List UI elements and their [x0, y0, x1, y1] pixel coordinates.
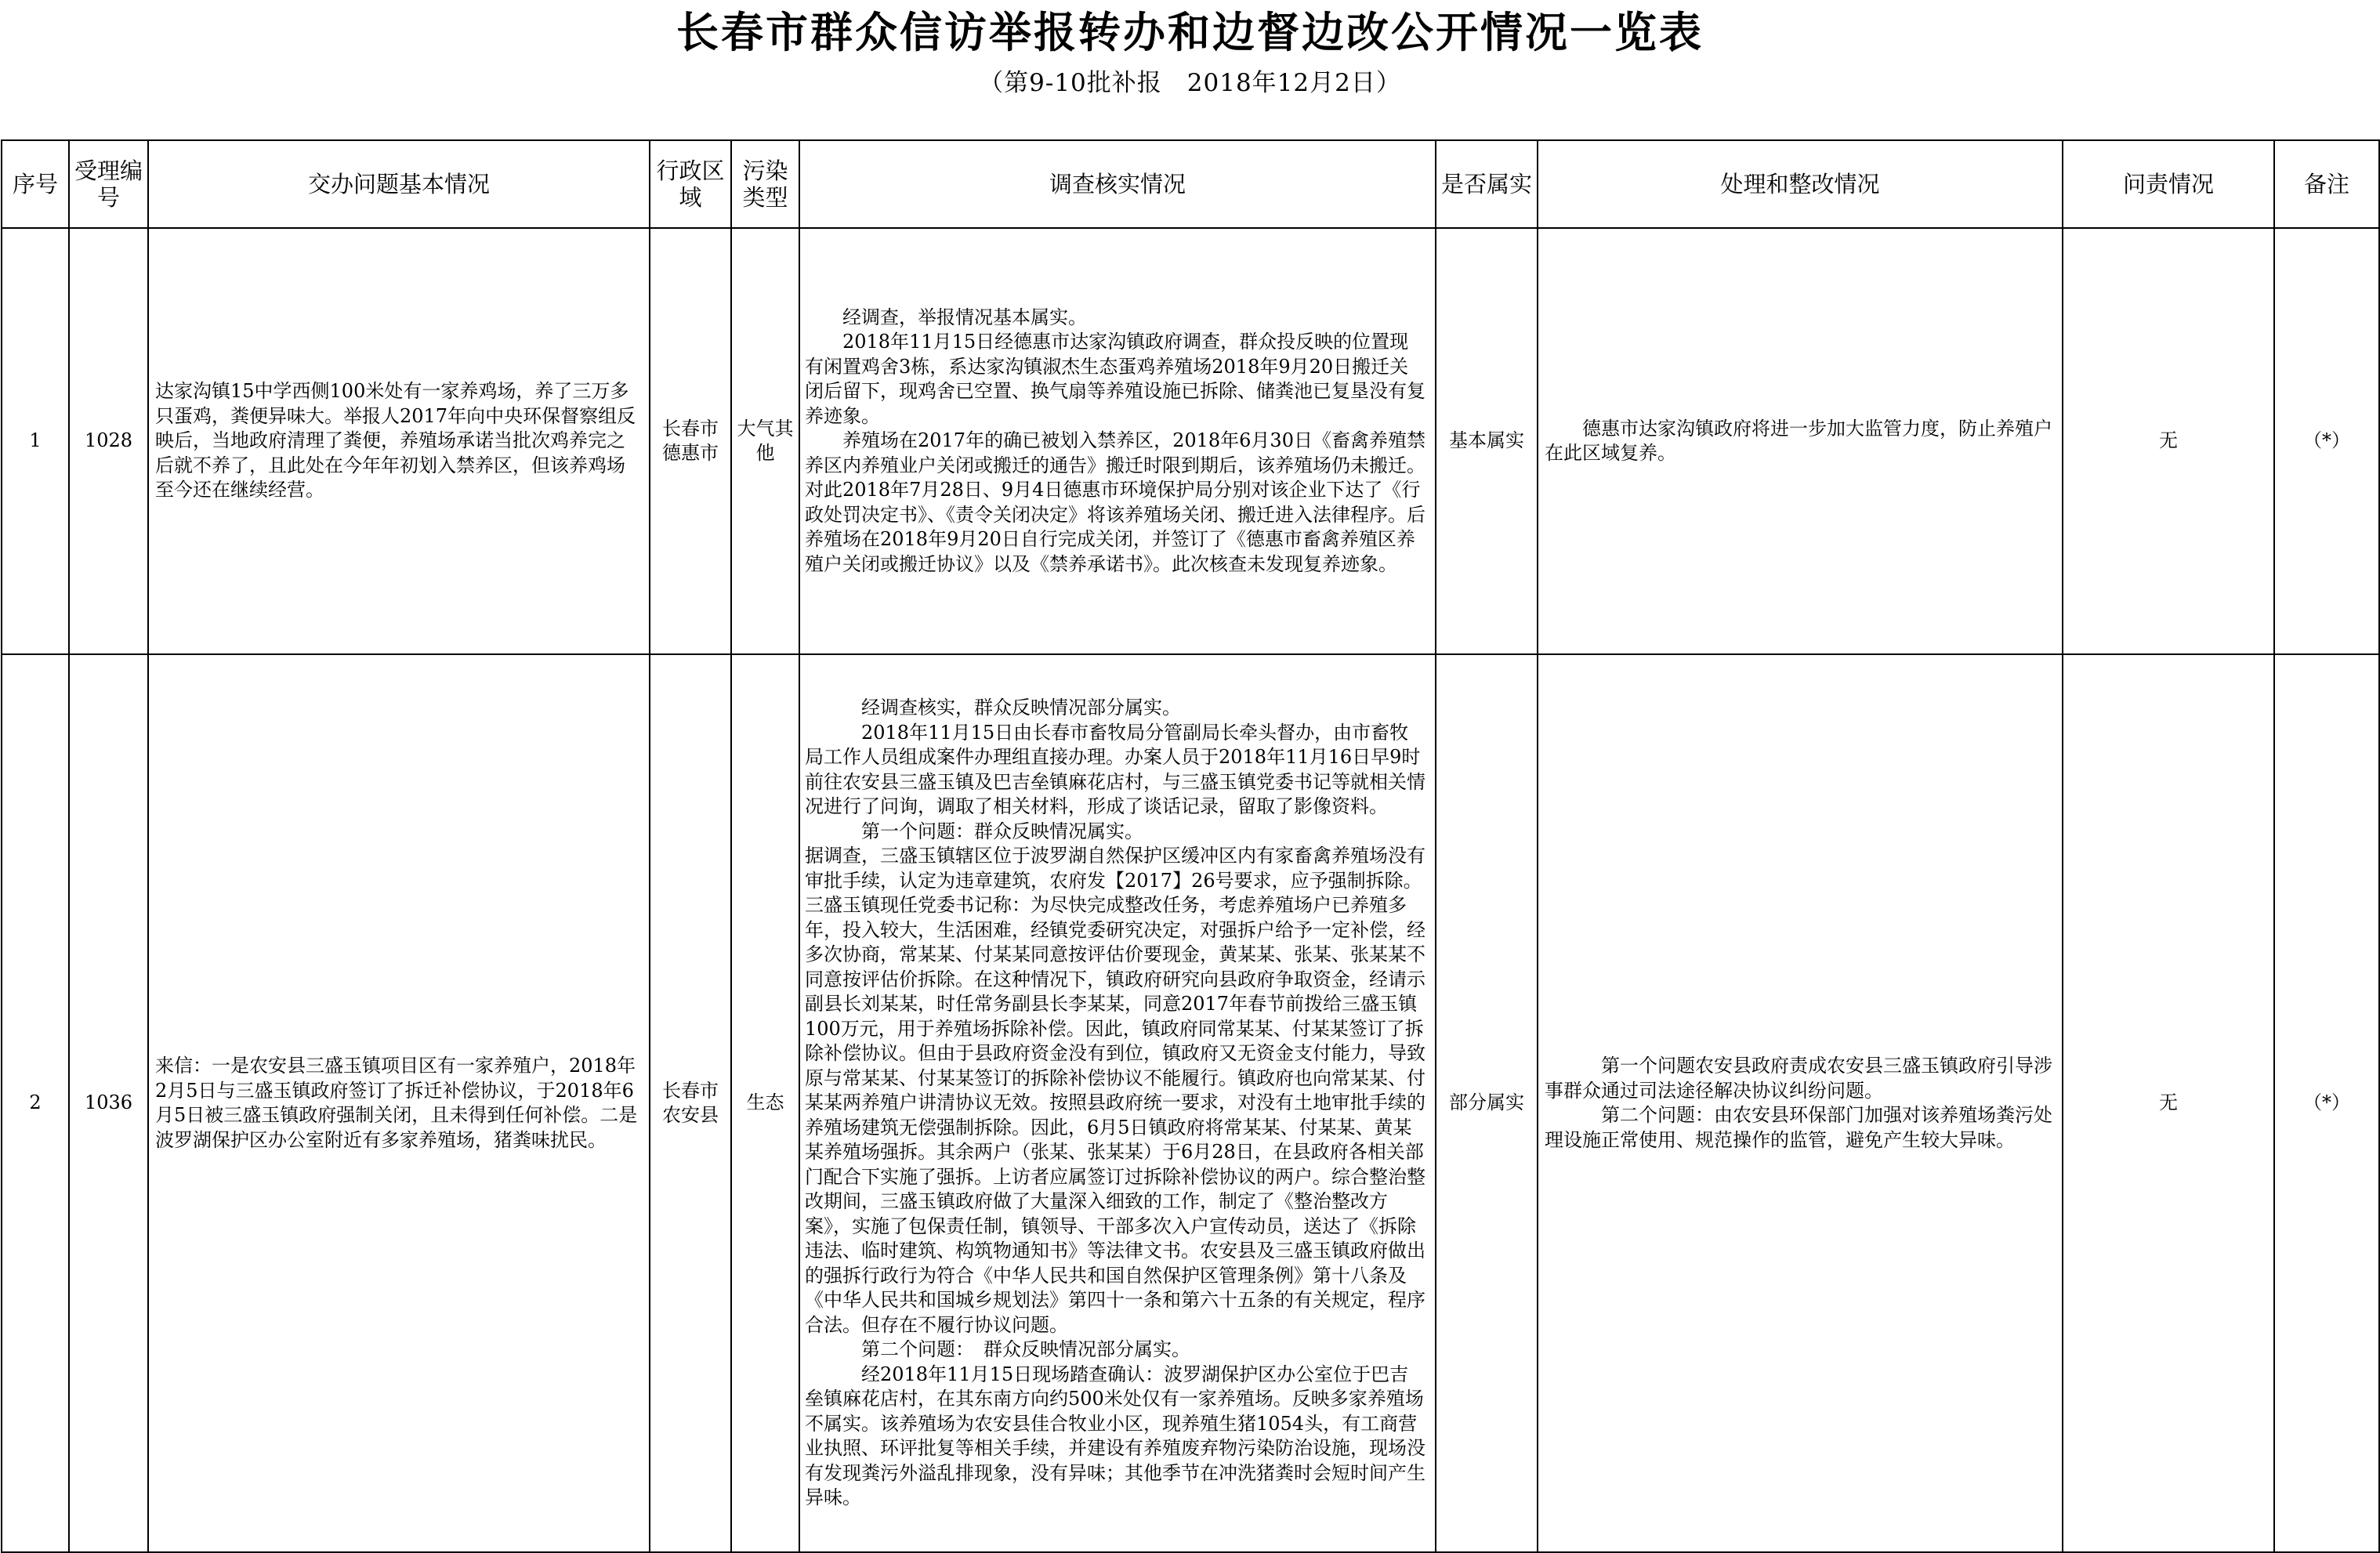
investigation-paragraph: 养殖场在2017年的确已被划入禁养区，2018年6月30日《畜禽养殖禁养区内养殖业户关闭或搬迁的通告》搬迁时限到期后，该养殖场仍未搬迁。对此2018年7月28日、9月4日德惠市环境保护局分别对该企业下达了《行政处罚决定书》、《责令关闭决定》将该养殖场关闭、搬迁进入法律程序。后养殖场在2018年9月20日自行完成关闭，并签订了《德惠市畜禽养殖区养殖户关闭或搬迁协议》以及《禁养承诺书》。此次核查未发现复养迹象。: [805, 429, 1425, 575]
investigation-paragraph: 2018年11月15日由长春市畜牧局分管副局长牵头督办，由市畜牧局工作人员组成案件办理组直接办理。办案人员于2018年11月16日早9时前往农安县三盛玉镇及巴吉垒镇麻花店村，与三盛玉镇党委书记等就相关情况进行了问询，调取了相关材料，形成了谈话记录，留取了影像资料。: [805, 721, 1425, 818]
header-issue: 交办问题基本情况: [148, 140, 650, 228]
header-case-no: 受理编号: [69, 140, 148, 228]
cell-region: 长春市德惠市: [650, 228, 731, 654]
table-row: [2, 228, 2379, 654]
investigation-paragraph: 第二个问题： 群众反映情况部分属实。: [805, 1338, 1190, 1361]
investigation-paragraph: 经调查核实，群众反映情况部分属实。: [805, 697, 1181, 719]
cell-verified: 基本属实: [1436, 228, 1538, 654]
cell-issue: 达家沟镇15中学西侧100米处有一家养鸡场，养了三万多只蛋鸡，粪便异味大。举报人2017年向中央环保督察组反映后，当地政府清理了粪便，养殖场承诺当批次鸡养完之后就不养了，且此处在今年年初划入禁养区，但该养鸡场至今还在继续经营。: [148, 228, 650, 654]
header-investigation: 调查核实情况: [799, 140, 1436, 228]
cell-case-no: 1028: [69, 228, 148, 654]
cell-investigation: [799, 654, 1436, 1552]
cell-case-no: 1036: [69, 654, 148, 1552]
page-title: 长春市群众信访举报转办和边督边改公开情况一览表: [676, 8, 1704, 57]
investigation-paragraph: 第一个问题：群众反映情况属实。: [805, 820, 1143, 842]
cell-verified: 部分属实: [1436, 654, 1538, 1552]
header-seq: 序号: [2, 140, 69, 228]
handling-paragraph: 德惠市达家沟镇政府将进一步加大监管力度，防止养殖户在此区域复养。: [1545, 417, 2052, 464]
cell-seq: 2: [2, 654, 69, 1552]
cell-accountability: 无: [2063, 654, 2274, 1552]
header-accountability: 问责情况: [2063, 140, 2274, 228]
header-pollution: 污染类型: [731, 140, 799, 228]
header-row: [2, 140, 2379, 228]
report-table: [1, 139, 2380, 1553]
cell-handling: [1538, 654, 2063, 1552]
handling-paragraph: 第一个问题农安县政府责成农安县三盛玉镇政府引导涉事群众通过司法途径解决协议纠纷问题。: [1545, 1055, 2052, 1102]
investigation-paragraph: 经调查，举报情况基本属实。: [805, 306, 1087, 328]
cell-handling: [1538, 228, 2063, 654]
cell-remarks: （*）: [2274, 228, 2379, 654]
cell-investigation: [799, 228, 1436, 654]
header-region: 行政区域: [650, 140, 731, 228]
investigation-paragraph: 经2018年11月15日现场踏查确认：波罗湖保护区办公室位于巴吉垒镇麻花店村，在其东南方向约500米处仅有一家养殖场。反映多家养殖场不属实。该养殖场为农安县佳合牧业小区，现养殖生猪1054头，有工商营业执照、环评批复等相关手续，并建设有养殖废弃物污染防治设施，现场没有发现粪污外溢乱排现象，没有异味；其他季节在冲洗猪粪时会短时间产生异味。: [805, 1363, 1425, 1509]
investigation-paragraph: 2018年11月15日经德惠市达家沟镇政府调查，群众投反映的位置现有闲置鸡舍3栋，系达家沟镇淑杰生态蛋鸡养殖场2018年9月20日搬迁关闭后留下，现鸡舍已空置、换气扇等养殖设施已拆除、储粪池已复垦没有复养迹象。: [805, 331, 1425, 427]
cell-region: 长春市农安县: [650, 654, 731, 1552]
investigation-paragraph: 据调查，三盛玉镇辖区位于波罗湖自然保护区缓冲区内有家畜禽养殖场没有审批手续，认定为违章建筑，农府发【2017】26号要求，应予强制拆除。三盛玉镇现任党委书记称：为尽快完成整改任务，考虑养殖场户已养殖多年，投入较大，生活困难，经镇党委研究决定，对强拆户给予一定补偿，经多次协商，常某某、付某某同意按评估价要现金，黄某某、张某、张某某不同意按评估价拆除。在这种情况下，镇政府研究向县政府争取资金，经请示副县长刘某某，时任常务副县长李某某，同意2017年春节前拨给三盛玉镇100万元，用于养殖场拆除补偿。因此，镇政府同常某某、付某某签订了拆除补偿协议。但由于县政府资金没有到位，镇政府又无资金支付能力，导致原与常某某、付某某签订的拆除补偿协议不能履行。镇政府也向常某某、付某某两养殖户讲清协议无效。按照县政府统一要求，对没有土地审批手续的养殖场建筑无偿强制拆除。因此，6月5日镇政府将常某某、付某某、黄某某养殖场强拆。其余两户（张某、张某某）于6月28日，在县政府各相关部门配合下实施了强拆。上访者应属签订过拆除补偿协议的两户。综合整治整改期间，三盛玉镇政府做了大量深入细致的工作，制定了《整治整改方案》，实施了包保责任制，镇领导、干部多次入户宣传动员，送达了《拆除违法、临时建筑、构筑物通知书》等法律文书。农安县及三盛玉镇政府做出的强拆行政行为符合《中华人民共和国自然保护区管理条例》第十八条及《中华人民共和国城乡规划法》第四十一条和第六十五条的有关规定，程序合法。但存在不履行协议问题。: [805, 845, 1425, 1336]
table-row: [2, 654, 2379, 1552]
cell-pollution: 大气其他: [731, 228, 799, 654]
cell-pollution: 生态: [731, 654, 799, 1552]
cell-seq: 1: [2, 228, 69, 654]
cell-accountability: 无: [2063, 228, 2274, 654]
handling-paragraph: 第二个问题：由农安县环保部门加强对该养殖场粪污处理设施正常使用、规范操作的监管，避免产生较大异味。: [1545, 1104, 2052, 1151]
cell-remarks: （*）: [2274, 654, 2379, 1552]
header-remarks: 备注: [2274, 140, 2379, 228]
cell-issue: 来信：一是农安县三盛玉镇项目区有一家养殖户，2018年2月5日与三盛玉镇政府签订了拆迁补偿协议，于2018年6月5日被三盛玉镇政府强制关闭，且未得到任何补偿。二是波罗湖保护区办公室附近有多家养殖场，猪粪味扰民。: [148, 654, 650, 1552]
header-handling: 处理和整改情况: [1538, 140, 2063, 228]
header-verified: 是否属实: [1436, 140, 1538, 228]
page-subtitle: （第9-10批补报 2018年12月2日）: [979, 69, 1401, 97]
